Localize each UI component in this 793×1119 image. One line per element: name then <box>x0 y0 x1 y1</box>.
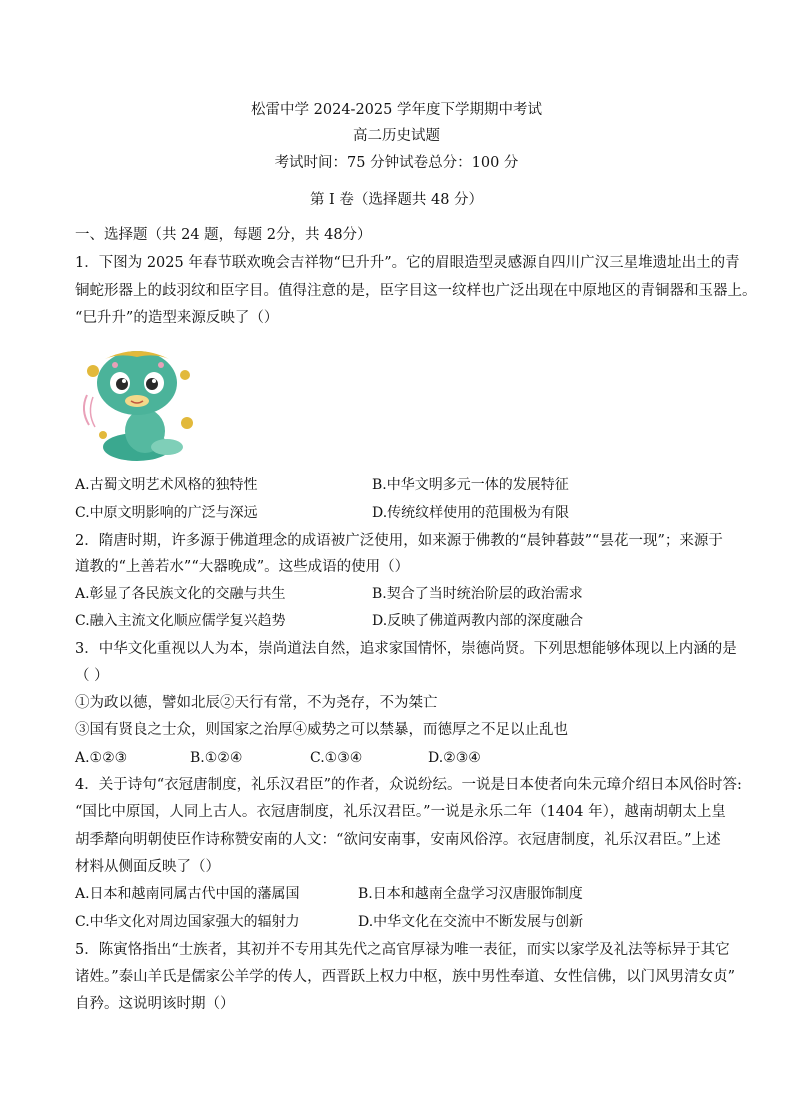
q1-line-1: 1．下图为 2025 年春节联欢晚会吉祥物“巳升升”。它的眉眼造型灵感源自四川广汉三星堆遗址出土的青 <box>75 255 740 271</box>
q4-option-d[interactable]: D.中华文化在交流中不断发展与创新 <box>358 914 584 930</box>
q2-line-2: 道教的“上善若水”“大器晚成”。这些成语的使用（） <box>75 559 410 575</box>
part-heading: 一、选择题（共 24 题，每题 2分，共 48分） <box>75 227 372 243</box>
q1-option-c[interactable]: C.中原文明影响的广泛与深远 <box>75 505 258 521</box>
q3-option-a[interactable]: A.①②③ <box>75 750 128 766</box>
q5-line-2: 诸姓。”泰山羊氏是儒家公羊学的传人，西晋跃上权力中枢，族中男性奉道、女性信佛，以门风男清女贞” <box>75 969 736 985</box>
q3-option-c[interactable]: C.①③④ <box>310 750 363 766</box>
q4-option-b[interactable]: B.日本和越南全盘学习汉唐服饰制度 <box>358 886 583 902</box>
q2-line-1: 2．隋唐时期，许多源于佛道理念的成语被广泛使用，如来源于佛教的“晨钟暮鼓”“昙花一现”；来源于 <box>75 533 723 549</box>
q5-line-3: 自矜。这说明该时期（） <box>75 996 235 1012</box>
q2-option-c[interactable]: C.融入主流文化顺应儒学复兴趋势 <box>75 613 286 629</box>
school-title: 松雷中学 2024-2025 学年度下学期期中考试 <box>251 102 542 118</box>
q3-option-d[interactable]: D.②③④ <box>428 750 481 766</box>
q2-option-a[interactable]: A.彰显了各民族文化的交融与共生 <box>75 586 286 602</box>
subject-title: 高二历史试题 <box>353 128 440 144</box>
q3-option-b[interactable]: B.①②④ <box>190 750 243 766</box>
q1-line-2: 铜蛇形器上的歧羽纹和臣字目。值得注意的是，臣字目这一纹样也广泛出现在中原地区的青铜器和玉器上。 <box>75 283 757 299</box>
section-title: 第 I 卷（选择题共 48 分） <box>309 192 484 208</box>
q1-option-a[interactable]: A.古蜀文明艺术风格的独特性 <box>75 477 258 493</box>
q2-option-d[interactable]: D.反映了佛道两教内部的深度融合 <box>372 613 584 629</box>
q4-option-c[interactable]: C.中华文化对周边国家强大的辐射力 <box>75 914 300 930</box>
q3-line-1: 3．中华文化重视以人为本，崇尚道法自然，追求家国情怀，崇德尚贤。下列思想能够体现以上内涵的是 <box>75 641 737 657</box>
q4-line-4: 材料从侧面反映了（） <box>75 859 220 875</box>
q3-line-3: ①为政以德，譬如北辰②天行有常，不为尧存，不为桀亡 <box>75 695 438 711</box>
snake-mascot-image <box>75 335 205 470</box>
q1-line-3: “巳升升”的造型来源反映了（） <box>75 310 279 326</box>
q1-option-d[interactable]: D.传统纹样使用的范围极为有限 <box>372 505 570 521</box>
q3-line-2: （ ） <box>75 668 109 684</box>
q4-line-2: “国比中原国，人同上古人。衣冠唐制度，礼乐汉君臣。”一说是永乐二年（1404 年），越南胡朝太上皇 <box>75 804 726 820</box>
q1-option-b[interactable]: B.中华文明多元一体的发展特征 <box>372 477 569 493</box>
q4-line-1: 4．关于诗句“衣冠唐制度，礼乐汉君臣”的作者，众说纷纭。一说是日本使者向朱元璋介绍日本风俗时答: <box>75 777 742 793</box>
exam-info: 考试时间：75 分钟试卷总分：100 分 <box>274 155 519 171</box>
q4-line-3: 胡季犛向明朝使臣作诗称赞安南的人文：“欲问安南事，安南风俗淳。衣冠唐制度，礼乐汉君臣。”上述 <box>75 832 721 848</box>
q3-line-4: ③国有贤良之士众，则国家之治厚④威势之可以禁暴，而德厚之不足以止乱也 <box>75 722 568 738</box>
q4-option-a[interactable]: A.日本和越南同属古代中国的藩属国 <box>75 886 300 902</box>
q5-line-1: 5．陈寅恪指出“士族者，其初并不专用其先代之高官厚禄为唯一表征，而实以家学及礼法等标异于其它 <box>75 942 730 958</box>
q2-option-b[interactable]: B.契合了当时统治阶层的政治需求 <box>372 586 583 602</box>
